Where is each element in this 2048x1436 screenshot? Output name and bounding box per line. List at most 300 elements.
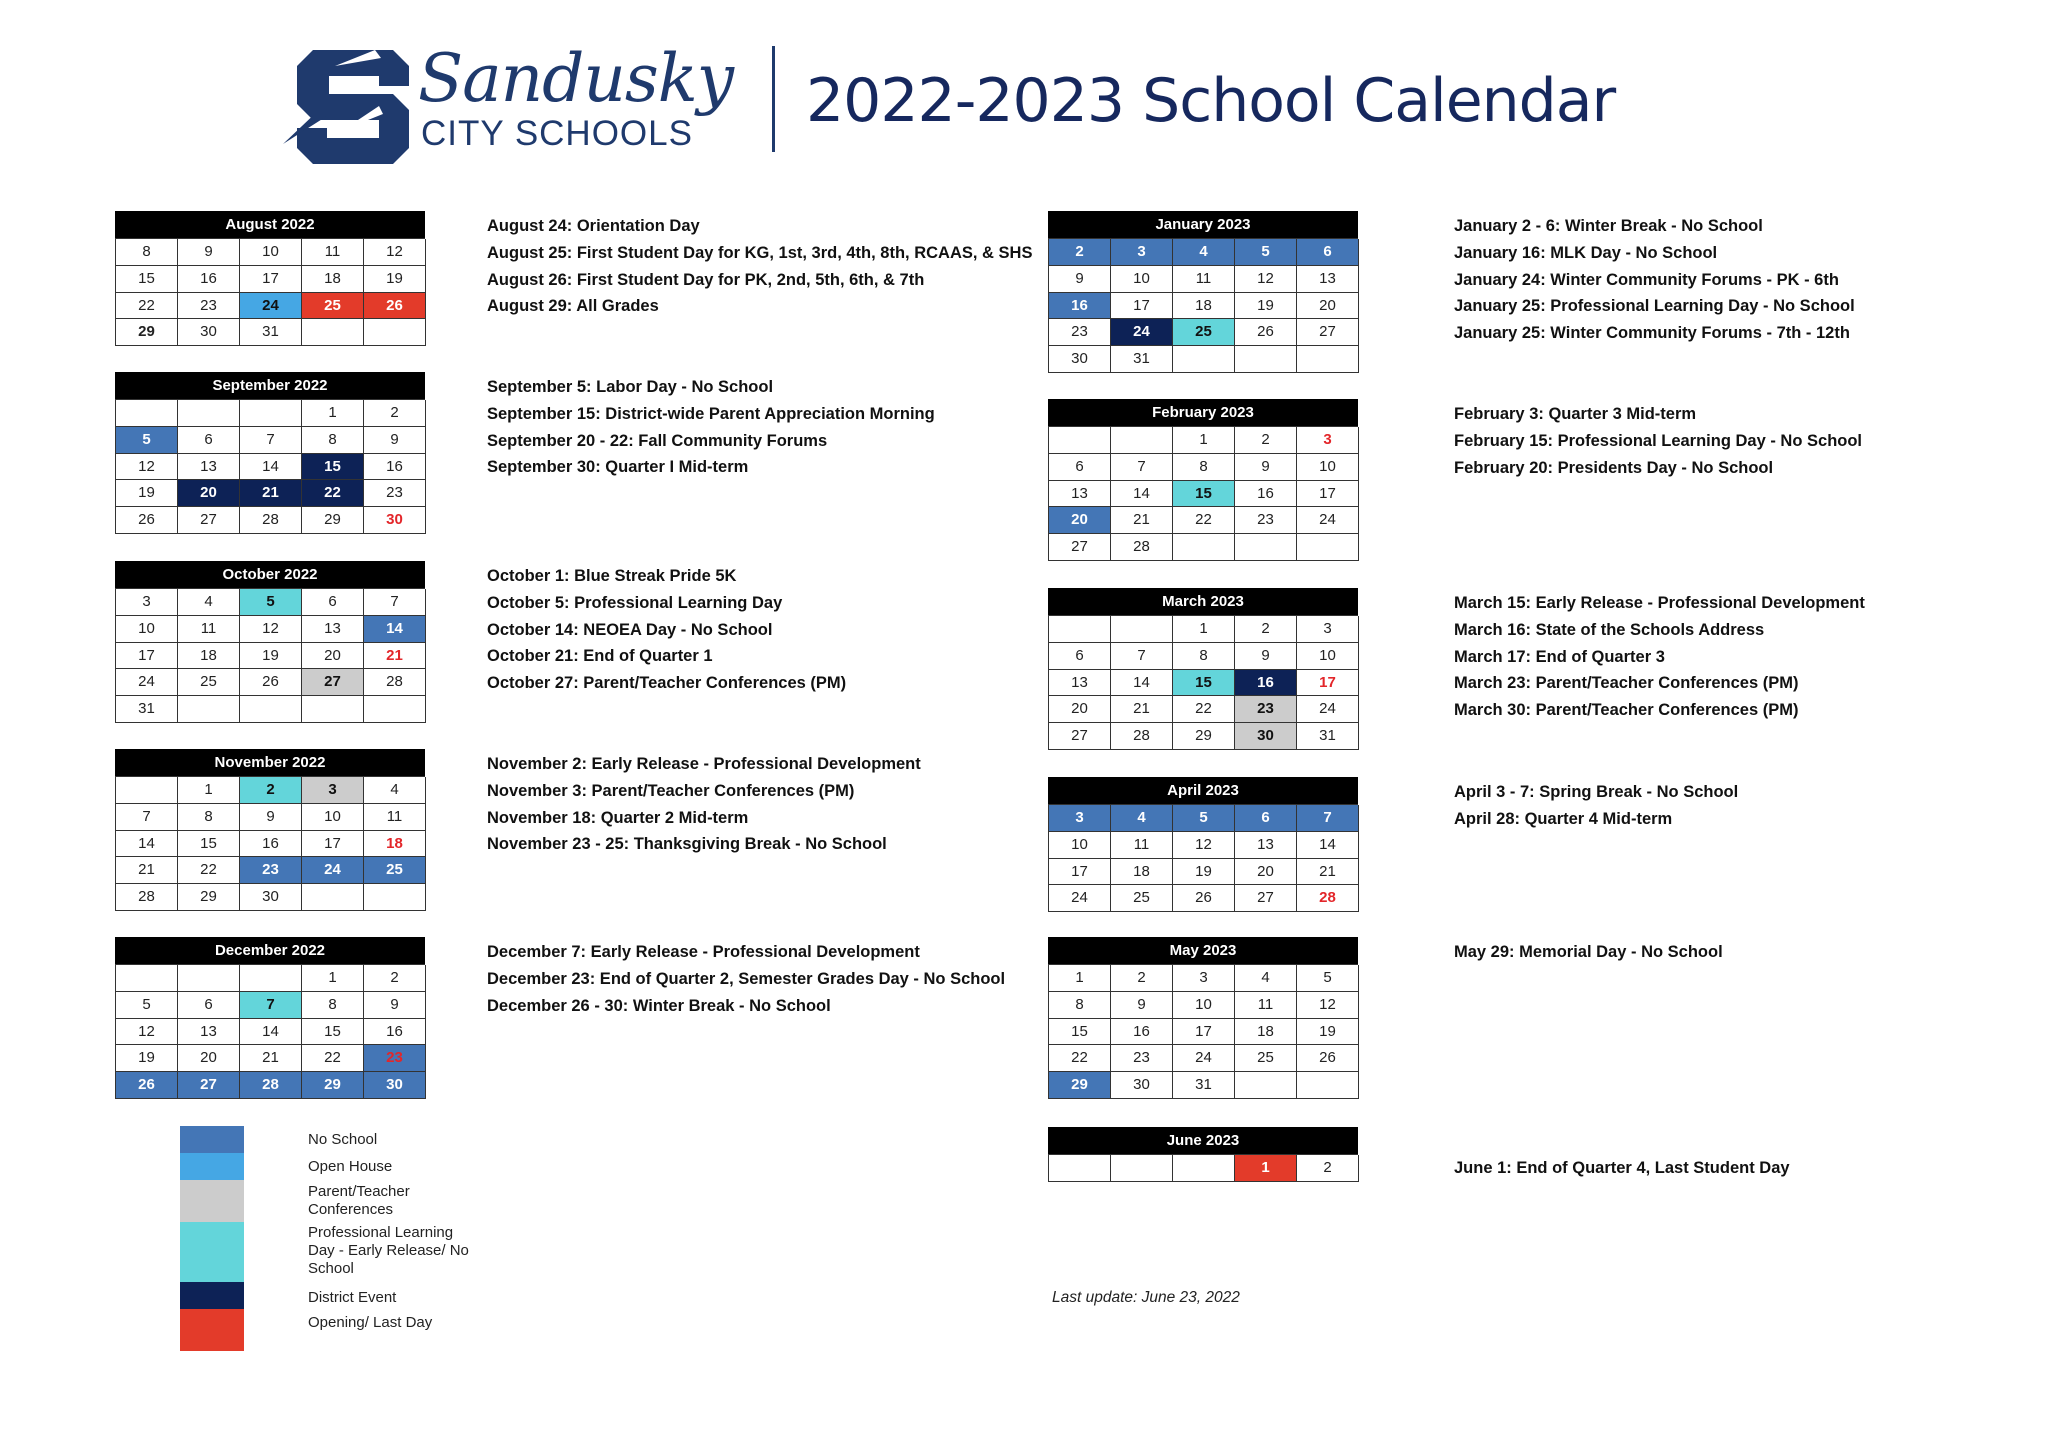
day-cell: 13: [178, 454, 240, 481]
month-title: March 2023: [1048, 588, 1358, 615]
month-calendar: [115, 211, 425, 346]
day-cell: 14: [240, 454, 302, 481]
day-cell: 12: [240, 616, 302, 643]
event-item: January 16: MLK Day - No School: [1454, 243, 1718, 262]
day-cell: 16: [364, 1019, 426, 1046]
day-cell: 25: [1235, 1045, 1297, 1072]
day-cell: 17: [1297, 670, 1359, 697]
day-cell: 23: [1235, 696, 1297, 723]
event-item: November 3: Parent/Teacher Conferences (PM): [487, 781, 855, 800]
day-cell: 21: [240, 480, 302, 507]
month-events: [1454, 590, 2014, 724]
day-cell: 24: [1049, 885, 1111, 912]
day-cell: 22: [116, 293, 178, 320]
day-cell: [1235, 1072, 1297, 1099]
day-cell: 21: [1111, 696, 1173, 723]
day-cell: 25: [364, 857, 426, 884]
day-cell: 4: [364, 777, 426, 804]
day-cell: 18: [1111, 859, 1173, 886]
day-cell: [364, 696, 426, 723]
event-item: October 21: End of Quarter 1: [487, 647, 713, 666]
day-cell: [116, 777, 178, 804]
day-cell: 28: [1111, 723, 1173, 750]
day-cell: 9: [1111, 992, 1173, 1019]
day-cell: [1297, 346, 1359, 373]
day-cell: 5: [1297, 965, 1359, 992]
day-cell: [302, 319, 364, 346]
event-item: September 5: Labor Day - No School: [487, 378, 774, 396]
day-cell: 27: [1049, 723, 1111, 750]
day-cell: 8: [302, 427, 364, 454]
day-cell: [1111, 427, 1173, 454]
month-calendar: [1048, 211, 1358, 373]
month-grid: [115, 776, 425, 911]
day-cell: 11: [1173, 266, 1235, 293]
legend-label: District Event: [308, 1289, 397, 1306]
day-cell: 26: [364, 293, 426, 320]
day-cell: 1: [1235, 1155, 1297, 1182]
day-cell: 19: [116, 480, 178, 507]
day-cell: [1173, 534, 1235, 561]
day-cell: 23: [364, 1045, 426, 1072]
day-cell: 6: [302, 589, 364, 616]
legend-swatch: [180, 1153, 244, 1180]
event-item: March 15: Early Release - Professional Development: [1454, 594, 1865, 612]
day-cell: 17: [1173, 1019, 1235, 1046]
day-cell: 19: [364, 266, 426, 293]
day-cell: 15: [1173, 670, 1235, 697]
day-cell: 31: [240, 319, 302, 346]
day-cell: 21: [240, 1045, 302, 1072]
day-cell: 26: [1297, 1045, 1359, 1072]
event-item: August 29: All Grades: [487, 297, 659, 316]
day-cell: 9: [364, 992, 426, 1019]
day-cell: 17: [1297, 481, 1359, 508]
event-item: February 20: Presidents Day - No School: [1454, 458, 1774, 477]
legend-swatch: [180, 1282, 244, 1309]
day-cell: 8: [1173, 454, 1235, 481]
legend-swatch: [180, 1126, 244, 1153]
event-item: December 23: End of Quarter 2, Semester Grades Day - No School: [487, 969, 1006, 988]
day-cell: 24: [1173, 1045, 1235, 1072]
event-item: March 17: End of Quarter 3: [1454, 647, 1665, 666]
day-cell: [1173, 1155, 1235, 1182]
day-cell: 10: [1297, 454, 1359, 481]
legend-swatch: [180, 1222, 244, 1282]
day-cell: 27: [1049, 534, 1111, 561]
day-cell: [240, 696, 302, 723]
day-cell: 24: [1297, 696, 1359, 723]
day-cell: 5: [1235, 239, 1297, 266]
day-cell: 16: [1235, 481, 1297, 508]
day-cell: 27: [302, 669, 364, 696]
day-cell: 29: [1173, 723, 1235, 750]
month-calendar: [1048, 588, 1358, 750]
page-header: [0, 0, 2048, 170]
day-cell: [1111, 1155, 1173, 1182]
event-item: March 30: Parent/Teacher Conferences (PM): [1454, 701, 1799, 720]
legend-label: Parent/Teacher Conferences: [308, 1183, 410, 1218]
day-cell: 22: [1049, 1045, 1111, 1072]
day-cell: [364, 884, 426, 911]
day-cell: 11: [1111, 832, 1173, 859]
day-cell: 9: [1049, 266, 1111, 293]
day-cell: 18: [178, 643, 240, 670]
brand-script-name: Sandusky: [418, 40, 733, 117]
day-cell: 28: [1297, 885, 1359, 912]
day-cell: [1111, 616, 1173, 643]
day-cell: 30: [364, 1072, 426, 1099]
month-calendar: [1048, 937, 1358, 1099]
day-cell: 3: [116, 589, 178, 616]
page-title: 2022-2023 School Calendar: [806, 66, 1616, 136]
month-events: [1454, 213, 2014, 347]
day-cell: 4: [178, 589, 240, 616]
day-cell: 29: [302, 1072, 364, 1099]
day-cell: 14: [1111, 481, 1173, 508]
month-title: August 2022: [115, 211, 425, 238]
month-title: June 2023: [1048, 1127, 1358, 1154]
day-cell: 19: [1235, 293, 1297, 320]
day-cell: 25: [1111, 885, 1173, 912]
day-cell: 15: [178, 831, 240, 858]
month-title: February 2023: [1048, 399, 1358, 426]
day-cell: 18: [1235, 1019, 1297, 1046]
day-cell: 29: [302, 507, 364, 534]
day-cell: 25: [1173, 319, 1235, 346]
day-cell: 8: [302, 992, 364, 1019]
day-cell: 7: [1111, 643, 1173, 670]
month-grid: [115, 399, 425, 534]
day-cell: 3: [302, 777, 364, 804]
month-events: [487, 213, 1047, 320]
day-cell: 24: [116, 669, 178, 696]
day-cell: [1049, 1155, 1111, 1182]
month-grid: [115, 588, 425, 723]
event-item: August 26: First Student Day for PK, 2nd, 5th, 6th, & 7th: [487, 270, 925, 289]
day-cell: 18: [364, 831, 426, 858]
event-item: March 23: Parent/Teacher Conferences (PM): [1454, 674, 1799, 693]
day-cell: 13: [302, 616, 364, 643]
day-cell: 7: [240, 427, 302, 454]
month-events: [487, 374, 1047, 481]
day-cell: 6: [1049, 454, 1111, 481]
event-item: March 16: State of the Schools Address: [1454, 620, 1765, 639]
day-cell: 13: [1235, 832, 1297, 859]
month-events: [487, 563, 1047, 697]
day-cell: 11: [302, 239, 364, 266]
day-cell: 10: [116, 616, 178, 643]
day-cell: 3: [1049, 805, 1111, 832]
day-cell: 20: [302, 643, 364, 670]
day-cell: 23: [1049, 319, 1111, 346]
day-cell: 10: [1297, 643, 1359, 670]
month-title: April 2023: [1048, 777, 1358, 804]
header-divider: [772, 46, 775, 152]
event-item: September 20 - 22: Fall Community Forums: [487, 431, 828, 450]
day-cell: 12: [1235, 266, 1297, 293]
day-cell: 26: [116, 1072, 178, 1099]
month-grid: [1048, 615, 1358, 750]
day-cell: 14: [1111, 670, 1173, 697]
day-cell: 6: [178, 992, 240, 1019]
day-cell: [302, 884, 364, 911]
day-cell: 21: [1111, 507, 1173, 534]
day-cell: 9: [240, 804, 302, 831]
day-cell: 20: [1049, 696, 1111, 723]
day-cell: 22: [178, 857, 240, 884]
day-cell: [116, 400, 178, 427]
day-cell: 9: [364, 427, 426, 454]
day-cell: 7: [116, 804, 178, 831]
day-cell: 1: [1173, 616, 1235, 643]
event-item: October 1: Blue Streak Pride 5K: [487, 567, 737, 585]
day-cell: 15: [302, 1019, 364, 1046]
day-cell: 14: [364, 616, 426, 643]
day-cell: 16: [1235, 670, 1297, 697]
day-cell: [178, 400, 240, 427]
day-cell: [1297, 534, 1359, 561]
day-cell: 24: [240, 293, 302, 320]
day-cell: 16: [1111, 1019, 1173, 1046]
day-cell: 19: [1297, 1019, 1359, 1046]
month-events: [1454, 939, 2014, 966]
day-cell: 16: [364, 454, 426, 481]
day-cell: 6: [1049, 643, 1111, 670]
day-cell: 13: [1297, 266, 1359, 293]
day-cell: [1049, 616, 1111, 643]
day-cell: 11: [178, 616, 240, 643]
month-title: November 2022: [115, 749, 425, 776]
day-cell: 23: [1235, 507, 1297, 534]
day-cell: 13: [1049, 670, 1111, 697]
day-cell: 25: [178, 669, 240, 696]
day-cell: 27: [1235, 885, 1297, 912]
month-calendar: [1048, 399, 1358, 561]
day-cell: 24: [1111, 319, 1173, 346]
day-cell: 28: [1111, 534, 1173, 561]
day-cell: 31: [1297, 723, 1359, 750]
day-cell: 2: [364, 400, 426, 427]
legend-label: Opening/ Last Day: [308, 1314, 433, 1331]
day-cell: 27: [178, 507, 240, 534]
day-cell: [116, 965, 178, 992]
legend-swatch: [180, 1309, 244, 1351]
event-item: January 24: Winter Community Forums - PK - 6th: [1454, 270, 1839, 289]
day-cell: 9: [1235, 454, 1297, 481]
day-cell: 30: [364, 507, 426, 534]
day-cell: 6: [178, 427, 240, 454]
day-cell: 4: [1173, 239, 1235, 266]
day-cell: 26: [240, 669, 302, 696]
day-cell: 3: [1297, 427, 1359, 454]
day-cell: 23: [240, 857, 302, 884]
event-item: April 3 - 7: Spring Break - No School: [1454, 783, 1739, 801]
day-cell: [178, 696, 240, 723]
day-cell: 2: [1111, 965, 1173, 992]
day-cell: 14: [116, 831, 178, 858]
day-cell: 28: [364, 669, 426, 696]
day-cell: 16: [240, 831, 302, 858]
event-item: April 28: Quarter 4 Mid-term: [1454, 809, 1673, 828]
day-cell: 18: [302, 266, 364, 293]
day-cell: 21: [116, 857, 178, 884]
day-cell: 20: [1297, 293, 1359, 320]
day-cell: 20: [1235, 859, 1297, 886]
day-cell: 25: [302, 293, 364, 320]
day-cell: 1: [302, 400, 364, 427]
event-item: June 1: End of Quarter 4, Last Student Day: [1454, 1159, 1790, 1177]
day-cell: 30: [1111, 1072, 1173, 1099]
day-cell: [1235, 346, 1297, 373]
day-cell: 31: [1173, 1072, 1235, 1099]
month-title: January 2023: [1048, 211, 1358, 238]
day-cell: 7: [1297, 805, 1359, 832]
day-cell: 15: [1049, 1019, 1111, 1046]
event-item: February 15: Professional Learning Day - No School: [1454, 431, 1863, 450]
day-cell: 31: [116, 696, 178, 723]
legend-swatch: [180, 1180, 244, 1222]
event-item: December 26 - 30: Winter Break - No School: [487, 996, 831, 1015]
day-cell: 2: [1235, 427, 1297, 454]
day-cell: 1: [1173, 427, 1235, 454]
event-item: October 27: Parent/Teacher Conferences (PM): [487, 674, 847, 693]
event-item: December 7: Early Release - Professional Development: [487, 943, 920, 961]
month-events: [487, 939, 1047, 1019]
day-cell: [1173, 346, 1235, 373]
day-cell: 19: [240, 643, 302, 670]
day-cell: 10: [1111, 266, 1173, 293]
day-cell: 21: [364, 643, 426, 670]
month-events: [1454, 1155, 2014, 1182]
day-cell: 4: [1235, 965, 1297, 992]
day-cell: 2: [240, 777, 302, 804]
day-cell: 10: [1049, 832, 1111, 859]
day-cell: 26: [1235, 319, 1297, 346]
day-cell: 11: [1235, 992, 1297, 1019]
sandusky-s-logo-icon: [283, 46, 423, 168]
day-cell: [1049, 427, 1111, 454]
day-cell: [1235, 534, 1297, 561]
month-title: September 2022: [115, 372, 425, 399]
day-cell: 9: [1235, 643, 1297, 670]
day-cell: 12: [1297, 992, 1359, 1019]
day-cell: 7: [1111, 454, 1173, 481]
event-item: August 24: Orientation Day: [487, 217, 700, 235]
day-cell: 10: [1173, 992, 1235, 1019]
day-cell: [178, 965, 240, 992]
day-cell: 16: [178, 266, 240, 293]
day-cell: 20: [178, 1045, 240, 1072]
event-item: September 30: Quarter I Mid-term: [487, 458, 749, 477]
day-cell: 2: [1049, 239, 1111, 266]
month-title: May 2023: [1048, 937, 1358, 964]
day-cell: 26: [116, 507, 178, 534]
legend-label: Open House: [308, 1158, 393, 1175]
day-cell: 6: [1297, 239, 1359, 266]
day-cell: 26: [1173, 885, 1235, 912]
day-cell: [302, 696, 364, 723]
day-cell: 29: [1049, 1072, 1111, 1099]
event-item: October 5: Professional Learning Day: [487, 593, 783, 612]
event-item: January 25: Winter Community Forums - 7th - 12th: [1454, 324, 1850, 343]
month-calendar: [1048, 777, 1358, 912]
day-cell: 1: [1049, 965, 1111, 992]
event-item: May 29: Memorial Day - No School: [1454, 943, 1723, 961]
day-cell: 20: [1049, 507, 1111, 534]
day-cell: 2: [1297, 1155, 1359, 1182]
event-item: February 3: Quarter 3 Mid-term: [1454, 405, 1697, 423]
day-cell: 23: [364, 480, 426, 507]
day-cell: 5: [116, 992, 178, 1019]
month-grid: [1048, 964, 1358, 1099]
day-cell: 29: [178, 884, 240, 911]
day-cell: 17: [116, 643, 178, 670]
day-cell: 19: [116, 1045, 178, 1072]
day-cell: 2: [1235, 616, 1297, 643]
event-item: November 2: Early Release - Professional Development: [487, 755, 921, 773]
day-cell: 12: [116, 454, 178, 481]
last-update: Last update: June 23, 2022: [1052, 1289, 1240, 1306]
day-cell: 7: [240, 992, 302, 1019]
day-cell: 15: [116, 266, 178, 293]
day-cell: 24: [1297, 507, 1359, 534]
day-cell: 27: [178, 1072, 240, 1099]
event-item: August 25: First Student Day for KG, 1st, 3rd, 4th, 8th, RCAAS, & SHS: [487, 243, 1033, 262]
month-calendar: [115, 372, 425, 534]
month-grid: [1048, 238, 1358, 373]
day-cell: 12: [364, 239, 426, 266]
day-cell: 3: [1297, 616, 1359, 643]
day-cell: 9: [178, 239, 240, 266]
day-cell: 22: [302, 480, 364, 507]
day-cell: 17: [1049, 859, 1111, 886]
day-cell: 8: [1049, 992, 1111, 1019]
month-title: December 2022: [115, 937, 425, 964]
month-grid: [115, 964, 425, 1099]
day-cell: 31: [1111, 346, 1173, 373]
day-cell: 30: [240, 884, 302, 911]
day-cell: 12: [116, 1019, 178, 1046]
day-cell: 12: [1173, 832, 1235, 859]
day-cell: 30: [1235, 723, 1297, 750]
day-cell: 17: [240, 266, 302, 293]
day-cell: [364, 319, 426, 346]
day-cell: 8: [1173, 643, 1235, 670]
month-grid: [1048, 804, 1358, 912]
event-item: October 14: NEOEA Day - No School: [487, 620, 773, 639]
day-cell: 10: [302, 804, 364, 831]
day-cell: 20: [178, 480, 240, 507]
legend-label: Professional Learning Day - Early Release/ No School: [308, 1224, 469, 1277]
day-cell: 15: [1173, 481, 1235, 508]
day-cell: 4: [1111, 805, 1173, 832]
day-cell: 5: [240, 589, 302, 616]
day-cell: 13: [1049, 481, 1111, 508]
day-cell: 13: [178, 1019, 240, 1046]
event-item: November 23 - 25: Thanksgiving Break - No School: [487, 835, 887, 854]
month-grid: [1048, 426, 1358, 561]
legend-label: No School: [308, 1131, 378, 1148]
event-item: November 18: Quarter 2 Mid-term: [487, 808, 749, 827]
day-cell: 1: [302, 965, 364, 992]
day-cell: 1: [178, 777, 240, 804]
day-cell: 17: [1111, 293, 1173, 320]
day-cell: 30: [1049, 346, 1111, 373]
day-cell: 30: [178, 319, 240, 346]
day-cell: [240, 400, 302, 427]
day-cell: 28: [240, 1072, 302, 1099]
